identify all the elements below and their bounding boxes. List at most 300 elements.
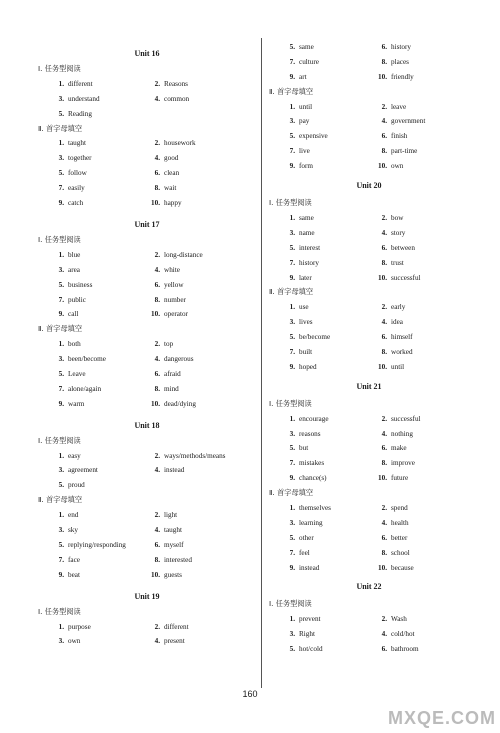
answer-item (283, 144, 310, 159)
answer-text: purpose (68, 622, 91, 631)
answer-number: 3. (58, 265, 64, 274)
section-heading: Ⅰ. 任务型阅读 (38, 234, 81, 244)
answer-item (375, 561, 414, 576)
answer-number: 9. (289, 72, 295, 81)
answer-item (283, 360, 317, 375)
answer-number: 5. (289, 645, 295, 654)
answer-number: 8. (381, 347, 387, 356)
answer-text: mind (164, 384, 179, 393)
answer-text: yellow (164, 280, 184, 289)
section-heading: Ⅰ. 任务型阅读 (269, 198, 312, 208)
answer-row (269, 100, 469, 115)
answer-text: instead (299, 563, 320, 572)
answer-text: prevent (299, 615, 321, 624)
answer-text: better (391, 533, 408, 542)
answer-text: but (299, 444, 309, 453)
answer-text: history (391, 43, 411, 51)
answer-text: nothing (391, 429, 413, 438)
answer-item (283, 531, 314, 546)
answer-text: number (164, 295, 186, 304)
answer-number: 6. (154, 369, 160, 378)
answer-item (375, 642, 419, 657)
answer-row (269, 271, 469, 286)
answer-item (283, 300, 309, 315)
answer-text: places (391, 57, 409, 66)
answer-number: 3. (58, 637, 64, 646)
answer-text: Reasons (164, 79, 188, 88)
answer-item (52, 248, 80, 263)
answer-text: make (391, 444, 407, 453)
unit-title: Unit 18 (134, 420, 160, 430)
answer-row (38, 523, 256, 538)
answer-text: own (391, 162, 404, 171)
answer-item (148, 278, 184, 293)
unit-title: Unit 17 (134, 219, 160, 229)
watermark-logo: MXQE.COM (387, 708, 496, 728)
answer-number: 3. (289, 518, 295, 527)
answer-number: 9. (289, 474, 295, 483)
answer-item (148, 166, 179, 181)
answer-number: 1. (58, 79, 64, 88)
answer-item (283, 561, 319, 576)
answer-text: name (299, 228, 315, 237)
answer-item (375, 159, 403, 174)
answer-number: 4. (154, 265, 160, 274)
answer-number: 7. (289, 459, 295, 468)
answer-text: early (391, 303, 406, 312)
answer-number: 8. (381, 258, 387, 267)
answer-row (38, 397, 256, 412)
answer-text: agreement (68, 466, 98, 475)
answer-item (283, 100, 312, 115)
answer-item (148, 382, 179, 397)
answer-row (269, 129, 469, 144)
answer-text: operator (164, 310, 188, 319)
answer-number: 1. (58, 511, 64, 520)
answer-row (38, 463, 256, 478)
answer-item (148, 397, 196, 412)
answer-number: 8. (381, 147, 387, 156)
unit-title: Unit 16 (134, 49, 160, 58)
answer-item (283, 241, 320, 256)
answer-item (375, 211, 403, 226)
answer-item (283, 471, 327, 486)
answer-number: 9. (289, 162, 295, 171)
answer-text: alone/again (68, 384, 102, 393)
answer-item (52, 449, 81, 464)
answer-item (375, 456, 415, 471)
answer-number: 2. (154, 622, 160, 631)
answer-number: 3. (58, 154, 64, 163)
answer-text: be/become (299, 333, 331, 342)
answer-number: 9. (58, 310, 64, 319)
answer-item (283, 40, 314, 55)
answer-row (38, 263, 256, 278)
answer-item (148, 181, 176, 196)
answer-item (52, 92, 100, 107)
answer-text: replying/responding (68, 540, 126, 549)
answer-number: 8. (154, 555, 160, 564)
answer-number: 9. (289, 273, 295, 282)
answer-row (38, 337, 256, 352)
answer-item (375, 471, 408, 486)
answer-item (52, 263, 80, 278)
answer-number: 9. (58, 570, 64, 579)
answer-item (375, 330, 413, 345)
answer-item (148, 136, 196, 151)
answer-item (283, 642, 323, 657)
answer-text: white (164, 265, 180, 274)
answer-text: live (299, 147, 310, 156)
answer-text: trust (391, 258, 404, 267)
answer-number: 4. (381, 429, 387, 438)
answer-row (269, 144, 469, 159)
page-number: 160 (242, 689, 258, 699)
answer-text: hot/cold (299, 645, 323, 654)
answer-text: part-time (391, 147, 418, 156)
answer-text: learning (299, 518, 323, 527)
answer-number: 7. (289, 347, 295, 356)
answer-text: Wash (391, 615, 407, 624)
answer-item (375, 100, 406, 115)
answer-number: 3. (289, 630, 295, 639)
section-heading: Ⅱ. 首字母填空 (38, 324, 83, 334)
answer-item (375, 271, 421, 286)
answer-number: 10. (151, 399, 160, 408)
answer-text: wait (164, 184, 177, 193)
answer-item (52, 77, 93, 92)
answer-item (283, 627, 315, 642)
answer-number: 6. (381, 645, 387, 654)
answer-item (52, 307, 78, 322)
answer-number: 2. (154, 250, 160, 259)
answer-text: school (391, 548, 410, 557)
answer-number: 10. (151, 310, 160, 319)
answer-number: 3. (289, 318, 295, 327)
answer-number: 1. (289, 102, 295, 111)
answer-number: 8. (154, 384, 160, 393)
answer-number: 8. (381, 548, 387, 557)
column-divider (261, 38, 262, 688)
answer-row (269, 55, 469, 70)
answer-number: 5. (289, 333, 295, 342)
answer-text: themselves (299, 504, 331, 513)
answer-item (52, 352, 106, 367)
answer-row (38, 449, 256, 464)
answer-number: 10. (151, 570, 160, 579)
answer-number: 6. (154, 540, 160, 549)
answer-item (148, 508, 177, 523)
answer-text: cold/hot (391, 630, 415, 639)
answer-number: 9. (289, 362, 295, 371)
answer-text: clean (164, 169, 180, 178)
answer-text: worked (391, 347, 413, 356)
answer-text: proud (68, 481, 85, 490)
unit-title: Unit 22 (356, 582, 382, 592)
answer-item (283, 211, 314, 226)
answer-number: 7. (289, 548, 295, 557)
answer-item (375, 241, 415, 256)
answer-item (148, 196, 182, 211)
answer-text: other (299, 533, 314, 542)
answer-text: culture (299, 57, 319, 66)
answer-row (38, 553, 256, 568)
answer-item (375, 256, 404, 271)
answer-text: idea (391, 318, 403, 327)
answer-row (269, 456, 469, 471)
answer-number: 1. (58, 622, 64, 631)
answer-item (52, 523, 78, 538)
answer-row (38, 478, 256, 493)
answer-row (269, 427, 469, 442)
answer-text: been/become (68, 355, 106, 364)
answer-number: 7. (289, 57, 295, 66)
answer-row (38, 508, 256, 523)
answer-text: area (68, 265, 80, 274)
answer-item (375, 70, 414, 85)
answer-item (52, 196, 83, 211)
answer-number: 2. (154, 340, 160, 349)
answer-text: bathroom (391, 645, 419, 654)
answer-text: hoped (299, 362, 317, 371)
answer-number: 6. (381, 533, 387, 542)
answer-number: 4. (381, 630, 387, 639)
answer-row (269, 642, 469, 657)
answer-number: 5. (58, 369, 64, 378)
answer-number: 1. (289, 414, 295, 423)
answer-row (269, 40, 469, 55)
answer-row (269, 241, 469, 256)
answer-row (38, 166, 256, 181)
answer-text: Leave (68, 369, 86, 378)
answer-number: 10. (378, 162, 387, 171)
answer-text: long-distance (164, 250, 203, 259)
answer-item (148, 352, 194, 367)
answer-number: 1. (58, 250, 64, 259)
answer-item (148, 248, 203, 263)
answer-number: 5. (58, 280, 64, 289)
answer-number: 8. (381, 459, 387, 468)
answer-text: together (68, 154, 92, 163)
answer-item (375, 427, 413, 442)
answer-text: government (391, 117, 426, 126)
answer-text: use (299, 303, 309, 312)
answer-number: 8. (381, 57, 387, 66)
answer-number: 5. (289, 43, 295, 51)
answer-text: taught (164, 526, 182, 535)
answer-text: reasons (299, 429, 321, 438)
answer-row (38, 538, 256, 553)
answer-row (269, 345, 469, 360)
answer-number: 4. (154, 154, 160, 163)
answer-item (148, 367, 181, 382)
answer-row (38, 568, 256, 583)
answer-number: 4. (381, 518, 387, 527)
answer-item (375, 114, 425, 129)
answer-text: because (391, 563, 414, 572)
answer-row (38, 382, 256, 397)
answer-item (148, 538, 184, 553)
answer-text: blue (68, 250, 81, 259)
answer-item (283, 114, 309, 129)
answer-row (38, 181, 256, 196)
answer-item (148, 553, 192, 568)
answer-item (52, 382, 101, 397)
answer-number: 3. (58, 355, 64, 364)
answer-text: built (299, 347, 313, 356)
answer-item (375, 531, 407, 546)
answer-number: 1. (289, 615, 295, 624)
answer-item (148, 634, 185, 649)
answer-item (375, 55, 409, 70)
answer-item (375, 501, 408, 516)
answer-text: later (299, 273, 312, 282)
section-heading: Ⅱ. 首字母填空 (38, 123, 83, 133)
answer-text: Reading (68, 109, 92, 118)
answer-item (283, 330, 330, 345)
answer-text: same (299, 213, 314, 222)
answer-item (375, 360, 404, 375)
answer-text: feel (299, 548, 310, 557)
unit-title: Unit 19 (134, 591, 160, 601)
right-column (269, 40, 469, 657)
answer-row (38, 248, 256, 263)
answer-text: follow (68, 169, 87, 178)
answer-item (148, 523, 182, 538)
answer-row (269, 546, 469, 561)
answer-text: expensive (299, 132, 328, 141)
answer-item (52, 337, 81, 352)
answer-text: easy (68, 451, 81, 460)
answer-row (269, 70, 469, 85)
answer-text: mistakes (299, 459, 325, 468)
answer-text: interested (164, 555, 192, 564)
answer-number: 1. (289, 213, 295, 222)
answer-text: different (164, 622, 189, 631)
answer-text: spend (391, 504, 408, 513)
answer-row (38, 307, 256, 322)
answer-row (38, 278, 256, 293)
answer-text: pay (299, 117, 310, 126)
answer-item (52, 107, 92, 122)
answer-text: beat (68, 570, 80, 579)
answer-text: friendly (391, 72, 414, 81)
answer-item (375, 300, 405, 315)
unit-title: Unit 21 (356, 381, 382, 391)
answer-item (283, 441, 308, 456)
answer-number: 6. (154, 280, 160, 289)
answer-number: 3. (289, 429, 295, 438)
answer-item (52, 136, 86, 151)
answer-item (375, 546, 410, 561)
answer-row (269, 300, 469, 315)
answer-text: guests (164, 570, 182, 579)
answer-number: 2. (381, 102, 387, 111)
answer-number: 7. (58, 184, 64, 193)
section-heading: Ⅰ. 任务型阅读 (269, 398, 312, 408)
answer-item (52, 463, 98, 478)
answer-item (52, 151, 92, 166)
section-heading: Ⅱ. 首字母填空 (269, 287, 314, 297)
answer-row (269, 114, 469, 129)
answer-number: 4. (381, 228, 387, 237)
answer-item (148, 568, 182, 583)
answer-number: 6. (154, 169, 160, 178)
answer-item (375, 516, 409, 531)
answer-number: 10. (378, 474, 387, 483)
answer-number: 10. (151, 199, 160, 208)
answer-row (269, 226, 469, 241)
answer-row (269, 516, 469, 531)
answer-number: 2. (154, 451, 160, 460)
answer-number: 5. (289, 444, 295, 453)
answer-number: 1. (58, 451, 64, 460)
answer-text: health (391, 518, 409, 527)
answer-text: afraid (164, 369, 181, 378)
answer-number: 4. (154, 637, 160, 646)
answer-text: myself (164, 540, 184, 549)
section-heading: Ⅰ. 任务型阅读 (38, 64, 81, 73)
answer-item (375, 627, 415, 642)
answer-item (52, 478, 85, 493)
answer-text: until (391, 362, 405, 371)
answer-number: 2. (381, 504, 387, 513)
answer-row (38, 367, 256, 382)
answer-text: finish (391, 132, 408, 141)
answer-number: 1. (58, 139, 64, 148)
answer-text: sky (68, 526, 78, 535)
answer-number: 6. (381, 243, 387, 252)
answer-item (375, 345, 413, 360)
answer-row (269, 501, 469, 516)
answer-text: until (299, 102, 313, 111)
answer-text: end (68, 511, 79, 520)
answer-row (269, 315, 469, 330)
answer-number: 4. (381, 117, 387, 126)
answer-text: art (299, 72, 307, 81)
answer-item (283, 612, 321, 627)
answer-row (269, 412, 469, 427)
answer-item (283, 546, 310, 561)
answer-text: himself (391, 333, 413, 342)
answer-number: 2. (154, 139, 160, 148)
answer-row (269, 360, 469, 375)
answer-text: present (164, 637, 185, 646)
answer-row (269, 441, 469, 456)
answer-item (52, 181, 85, 196)
answer-text: warm (68, 399, 85, 408)
answer-number: 7. (58, 555, 64, 564)
section-heading: Ⅱ. 首字母填空 (269, 488, 314, 498)
answer-text: bow (391, 213, 404, 222)
answer-item (283, 345, 312, 360)
answer-item (148, 463, 184, 478)
answer-number: 10. (378, 362, 387, 371)
answer-item (52, 538, 126, 553)
answer-number: 1. (289, 504, 295, 513)
answer-item (283, 159, 313, 174)
answer-text: improve (391, 459, 415, 468)
answer-text: encourage (299, 414, 329, 423)
answer-row (38, 634, 256, 649)
answer-item (148, 151, 178, 166)
answer-number: 2. (381, 414, 387, 423)
answer-row (269, 471, 469, 486)
answer-row (38, 107, 256, 122)
answer-item (283, 55, 319, 70)
answer-number: 3. (58, 94, 64, 103)
answer-row (269, 159, 469, 174)
